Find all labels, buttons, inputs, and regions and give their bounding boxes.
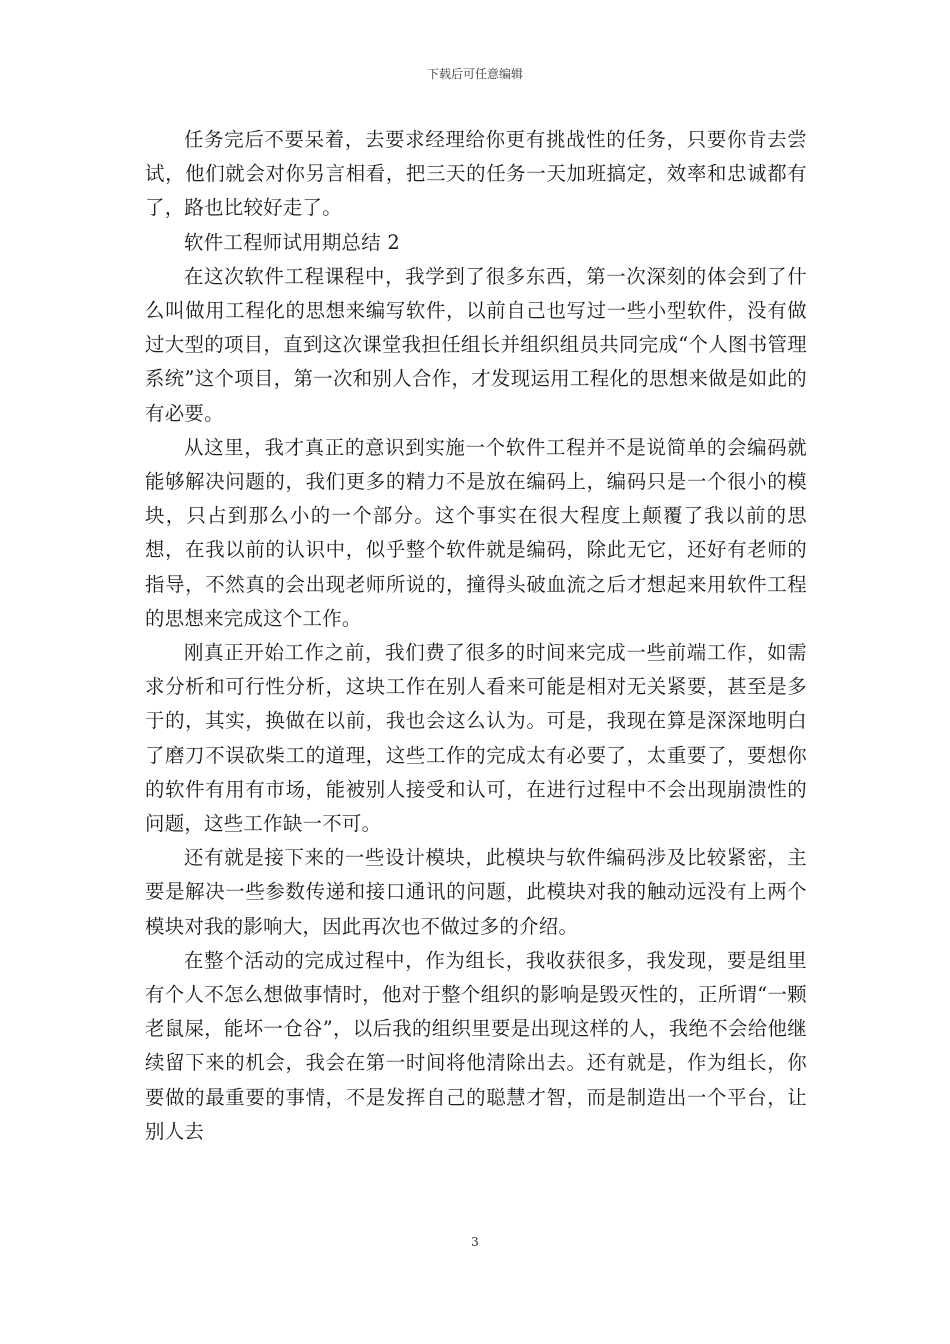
page-number: 3: [471, 1235, 479, 1249]
section-heading: 软件工程师试用期总结 2: [184, 230, 401, 254]
paragraph-frontend-work: 刚真正开始工作之前，我们费了很多的时间来完成一些前端工作，如需求分析和可行性分析，这块工作在别人看来可能是相对无关紧要，甚至是多于的，其实，换做在以前，我也会这么认为。可是，我现在算是深深地明白了磨刀不误砍柴工的道理，这些工作的完成太有必要了，太重要了，要想你的软件有用有市场，能被别人接受和认可，在进行过程中不会出现崩溃性的问题，这些工作缺一不可。: [145, 641, 807, 836]
paragraph-task-advice: 任务完后不要呆着，去要求经理给你更有挑战性的任务，只要你肯去尝试，他们就会对你另言相看，把三天的任务一天加班搞定，效率和忠诚都有了，路也比较好走了。: [145, 128, 807, 220]
paragraph-realization: 从这里，我才真正的意识到实施一个软件工程并不是说简单的会编码就能够解决问题的，我们更多的精力不是放在编码上，编码只是一个很小的模块，只占到那么小的一个部分。这个事实在很大程度上颠覆了我以前的思想，在我以前的认识中，似乎整个软件就是编码，除此无它，还好有老师的指导，不然真的会出现老师所说的，撞得头破血流之后才想起来用软件工程的思想来完成这个工作。: [145, 435, 807, 630]
paragraph-course-intro: 在这次软件工程课程中，我学到了很多东西，第一次深刻的体会到了什么叫做用工程化的思想来编写软件，以前自己也写过一些小型软件，没有做过大型的项目，直到这次课堂我担任组长并组织组员共同完成“个人图书管理系统”这个项目，第一次和别人合作，才发现运用工程化的思想来做是如此的有必要。: [145, 264, 807, 425]
document-body: [145, 123, 807, 1149]
paragraph-design-module: 还有就是接下来的一些设计模块，此模块与软件编码涉及比较紧密，主要是解决一些参数传递和接口通讯的问题，此模块对我的触动远没有上两个模块对我的影响大，因此再次也不做过多的介绍。: [145, 846, 807, 938]
page-header: 下载后可任意编辑: [426, 67, 523, 81]
paragraph-team-leader: 在整个活动的完成过程中，作为组长，我收获很多，我发现，要是组里有个人不怎么想做事情时，他对于整个组织的影响是毁灭性的，正所谓“一颗老鼠屎，能坏一仓谷”，以后我的组织里要是出现这样的人，我绝不会给他继续留下来的机会，我会在第一时间将他清除出去。还有就是，作为组长，你要做的最重要的事情，不是发挥自己的聪慧才智，而是制造出一个平台，让别人去: [145, 948, 807, 1143]
